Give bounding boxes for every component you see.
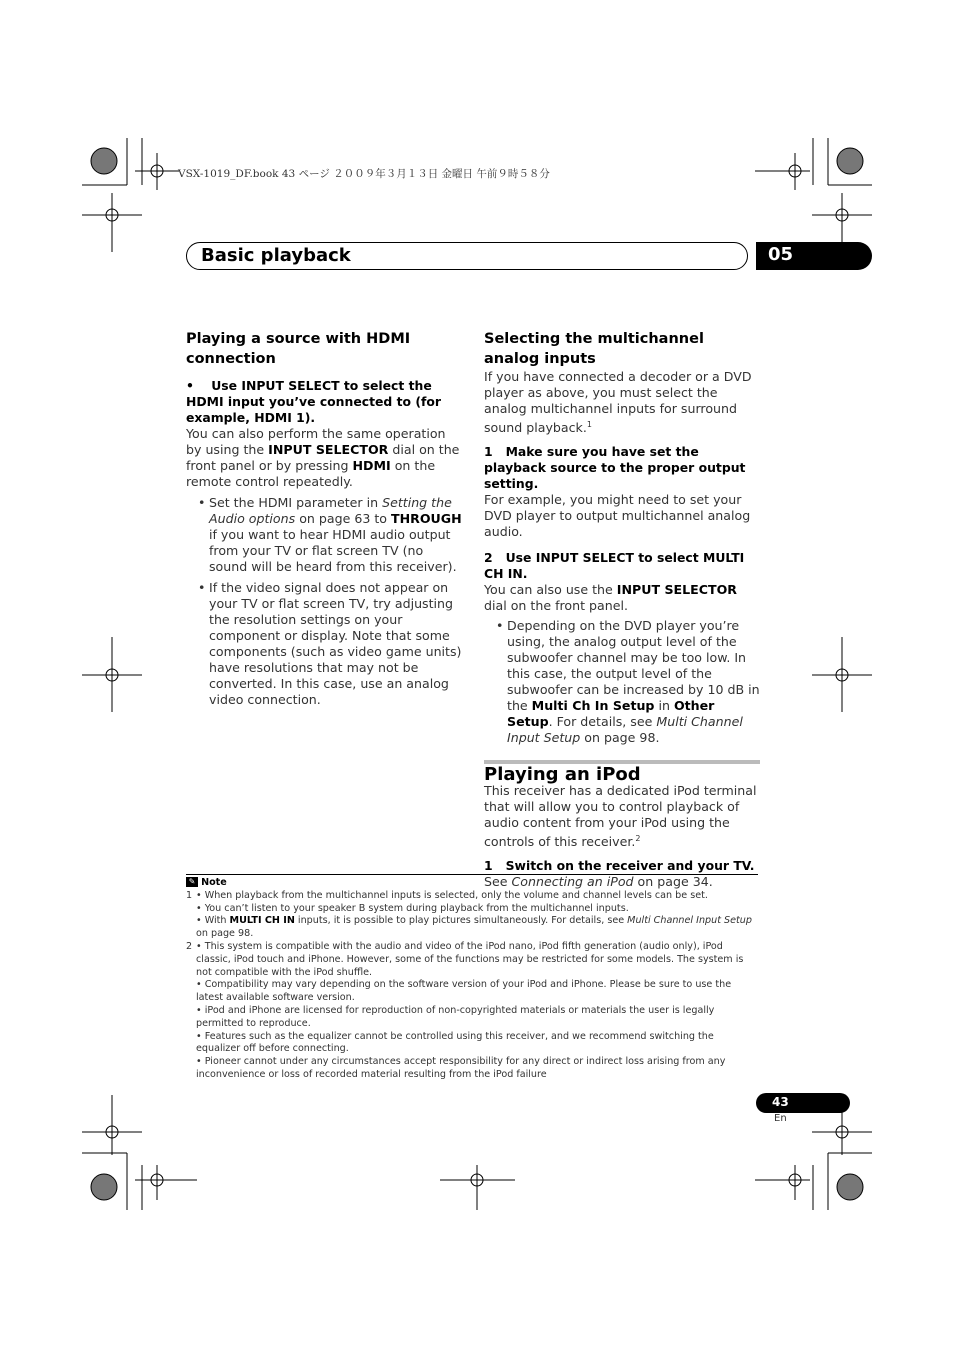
hdmi-paragraph: You can also perform the same operation by using the INPUT SELECTOR dial on the front panel or by pressing HDMI on the remote control repeatedly.: [186, 426, 460, 489]
notes-section: [186, 874, 758, 1082]
right-column: [484, 329, 760, 890]
multich-intro: If you have connected a decoder or a DVD player as above, you must select the analog multichannel inputs for surround sound playback.$^1$: [484, 369, 752, 436]
hdmi-step: • Use INPUT SELECT to select the HDMI input you’ve connected to (for example, HDMI 1).: [186, 378, 442, 425]
multich-step-1: 1 Make sure you have set the playback source to the proper output setting.: [484, 444, 746, 492]
ipod-heading: Playing an iPod: [484, 760, 760, 783]
multich-bullet: • Depending on the DVD player you’re using, the analog output level of the subwoofer channel may be too low. In this case, the output level of the subwoofer can be increased by 10 dB in the Multi Ch In Setup in Other Setup. For details, see Multi Channel Input Setup on page 98.: [484, 618, 760, 746]
page-number-badge: [756, 1093, 850, 1113]
ipod-step-1: 1 Switch on the receiver and your TV.: [484, 858, 755, 874]
multich-step-2: 2 Use INPUT SELECT to select MULTI CH IN.: [484, 550, 745, 582]
note-label-row: [186, 877, 758, 890]
chapter-number: 05: [768, 244, 794, 265]
ipod-intro: This receiver has a dedicated iPod terminal that will allow you to control playback of audio content from your iPod using the controls of this receiver.$^2$: [484, 783, 757, 850]
page-number: 43: [772, 1095, 789, 1109]
multich-step-1-text: For example, you might need to set your DVD player to output multichannel analog audio.: [484, 492, 751, 540]
chapter-tab: [756, 242, 872, 270]
hdmi-bullet-1: • Set the HDMI parameter in Setting the Audio options on page 63 to THROUGH if you want to hear HDMI audio output from your TV or flat screen TV (no sound will be heard from this receiver).: [186, 495, 462, 575]
language-label: En: [774, 1113, 787, 1124]
section-header: [186, 242, 748, 270]
note-1: 1 • When playback from the multichannel inputs is selected, only the volume and channel levels can be set. • You can’t listen to your speaker B system during playback from the multichannel inputs. • With MULTI CH IN inputs, it is possible to play pictures simultaneously. For details, see Multi Channel Input Setup on page 98.: [186, 889, 752, 940]
note-icon: ✎: [186, 877, 198, 887]
section-title: Basic playback: [201, 245, 351, 266]
hdmi-heading: Playing a source with HDMI connection: [186, 331, 411, 367]
print-meta-line: VSX-1019_DF.book 43 ページ ２００９年３月１３日 金曜日 午前９時５８分: [178, 168, 550, 180]
multich-step-2-text: You can also use the INPUT SELECTOR dial on the front panel.: [484, 582, 737, 614]
left-column: [186, 329, 462, 708]
note-2: 2 • This system is compatible with the audio and video of the iPod nano, iPod fifth generation (audio only), iPod classic, iPod touch and iPhone. However, some of the functions may be restricted for some models. The system is not compatible with the iPod shuffle. • Compatibility may vary depending on the software version of your iPod and iPhone. Please be sure to use the latest available software version. • iPod and iPhone are licensed for reproduction of non-copyrighted materials or materials the user is legally permitted to reproduce. • Features such as the equalizer cannot be controlled using this receiver, and we recommend switching the equalizer off before connecting. • Pioneer cannot under any circumstances accept responsibility for any direct or indirect loss arising from any inconvenience or loss of recorded material resulting from the iPod failure: [186, 940, 744, 1080]
note-label: Note: [201, 877, 227, 888]
ipod-step-1-text: See Connecting an iPod on page 34.: [484, 874, 713, 890]
multich-heading: Selecting the multichannel analog inputs: [484, 331, 704, 367]
hdmi-bullet-2: • If the video signal does not appear on your TV or flat screen TV, try adjusting the resolution settings on your component or display. Note that some components (such as video game units) have resolutions that may not be converted. In this case, use an analog video connection.: [186, 580, 462, 708]
